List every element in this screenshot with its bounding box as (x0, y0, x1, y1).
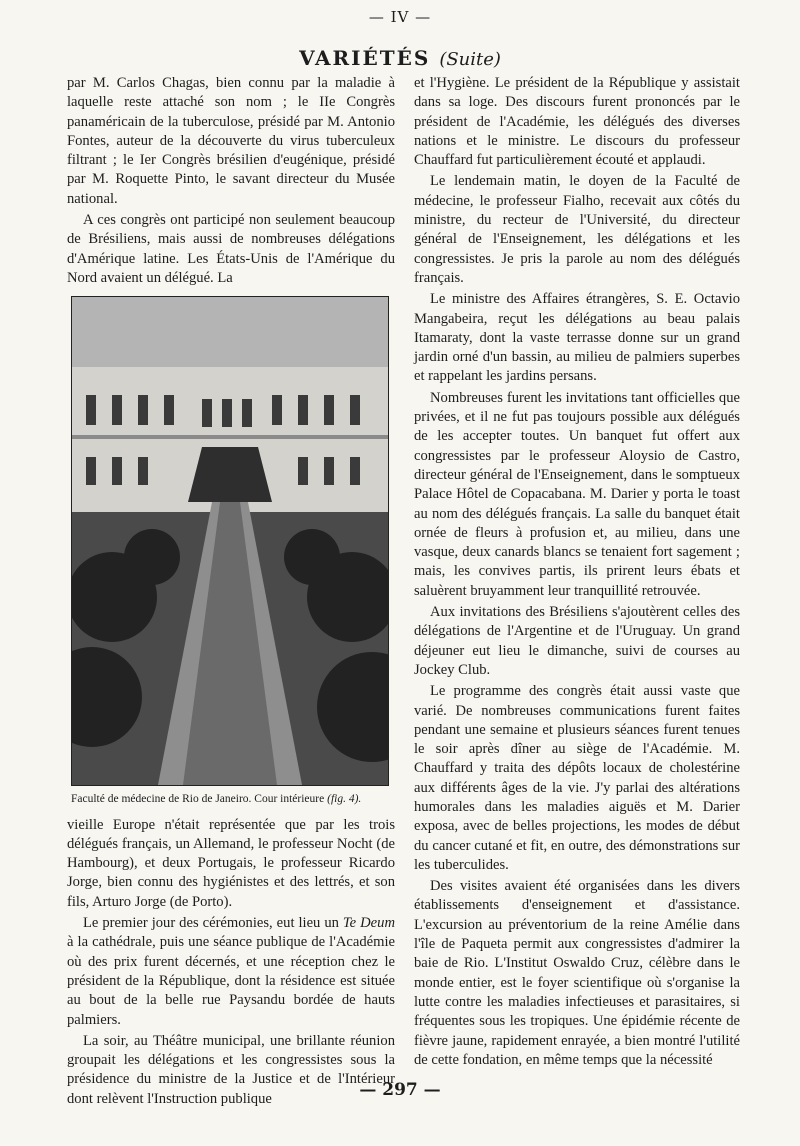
left-paragraph-4 (67, 914, 395, 1030)
left-paragraph-4-end: à la cathédrale, puis une séance publique de l'Académie où des prix furent décernés, et une réception chez le président de la République, dont la résidence est située au bout de la belle rue Paysandu bordée de hauts palmiers. (67, 934, 395, 1028)
figure-caption (71, 790, 395, 809)
caption-figure-ref: (fig. 4). (327, 793, 362, 806)
right-paragraph-3: Le ministre des Affaires étrangères, S. E. Octavio Mangabeira, reçut les délégations au beau palais Itamaraty, dont la vaste terrasse donne sur un grand jardin orné d'un bassin, au milieu de palmiers superbes et rappelant les jardins persans. (414, 291, 740, 385)
section-header (0, 46, 800, 70)
left-column (67, 74, 395, 1109)
left-paragraph-3: vieille Europe n'était représentée que par les trois délégués français, un Allemand, le professeur Nocht (de Hambourg), et deux Portugais, le professeur Ricardo Jorge, bien connu des hygiénistes et des lettrés, et son fils, Arturo Jorge (de Porto). (67, 816, 395, 910)
page-number: — 297 — (359, 1080, 441, 1100)
right-paragraph-5: Aux invitations des Brésiliens s'ajoutèrent celles des délégations de l'Argentine et de l'Uruguay. Un grand déjeuner eut lieu le dimanche, suivi de courses au Jockey Club. (414, 604, 740, 678)
section-title: VARIÉTÉS (299, 46, 431, 70)
courtyard-illustration (72, 297, 388, 785)
right-column (414, 74, 740, 1070)
figure (67, 296, 395, 809)
te-deum: Te Deum (342, 915, 395, 932)
caption-text: Faculté de médecine de Rio de Janeiro. Cour intérieure (71, 793, 325, 806)
left-paragraph-1: par M. Carlos Chagas, bien connu par la maladie à laquelle reste attaché son nom ; le IIe Congrès panaméricain de la tuberculose, présidé par M. Antonio Fontes, auteur de la découverte du virus tuberculeux filtrant ; le Ier Congrès brésilien d'eugénique, présidé par M. Roquette Pinto, le savant directeur du Musée national. (67, 75, 395, 207)
right-paragraph-1: et l'Hygiène. Le président de la République y assistait dans sa loge. Des discours furent prononcés par le président de l'Académie, les délégués des diverses nations et le ministre. Le discours du professeur Chauffard fut particulièrement écouté et applaudi. (414, 75, 740, 169)
right-paragraph-6: Le programme des congrès était aussi vaste que varié. De nombreuses communications furent faites pendant une semaine et plusieurs séances furent tenues le soir après dîner au siège de l'Académie. M. Chauffard y traita des dépôts locaux de cholestérine aux différents âges de la vie. J'y parlai des altérations humorales dans les maladies aiguës et M. Darier exposa, avec de belles projections, les modes de début du cancer cutané et fit, en outre, des démonstrations sur les tuberculides. (414, 683, 740, 873)
page-folio-top: — IV — (368, 8, 432, 26)
right-paragraph-2: Le lendemain matin, le doyen de la Faculté de médecine, le professeur Fialho, recevait aux côtés du ministre, du recteur de l'Université, du directeur général de l'Enseignement, les délégations et les congressistes. Je pris la parole au nom des délégués français. (414, 173, 740, 286)
right-paragraph-4: Nombreuses furent les invitations tant officielles que privées, et il ne fut pas toujours possible aux délégués de les accepter toutes. Un banquet fut offert aux congressistes par le professeur Aloysio de Castro, directeur général de l'Enseignement, dans le somptueux Palace Hôtel de Copacabana. M. Darier y porta le toast au nom des délégués français. La salle du banquet était ornée de fleurs à profusion et, au milieu, dans une vasque, deux canards blancs se tenaient fort sagement ; mais, les convives partis, ils prirent leurs ébats et saluèrent bruyamment leur tranquillité retrouvée. (414, 389, 740, 599)
left-paragraph-5: La soir, au Théâtre municipal, une brillante réunion groupait les délégations et les congressistes sous la présidence du ministre de la Justice et de l'Intérieur dont relèvent l'Instruction publique (67, 1032, 395, 1107)
left-paragraph-2: A ces congrès ont participé non seulement beaucoup de Brésiliens, mais aussi de nombreuses délégations d'Amérique latine. Les États-Unis de l'Amérique du Nord avaient un délégué. La (67, 212, 395, 286)
section-suite: (Suite) (439, 49, 501, 70)
left-paragraph-4-start: Le premier jour des cérémonies, eut lieu un (83, 915, 339, 932)
right-paragraph-7: Des visites avaient été organisées dans les divers établissements d'enseignement et d'assistance. L'excursion au préventorium de la reine Amélie dans l'île de Paqueta permit aux congressistes d'admirer la baie de Rio. L'Institut Oswaldo Cruz, célèbre dans le monde entier, est le foyer scientifique où s'organise la lutte contre les maladies infectieuses et parasitaires, si fréquentes sous les tropiques. Une épidémie récente de fièvre jaune, rapidement enrayée, a bien montré l'utilité de cette fondation, en même temps que la nécessité (414, 878, 740, 1068)
courtyard-photo (71, 296, 389, 786)
